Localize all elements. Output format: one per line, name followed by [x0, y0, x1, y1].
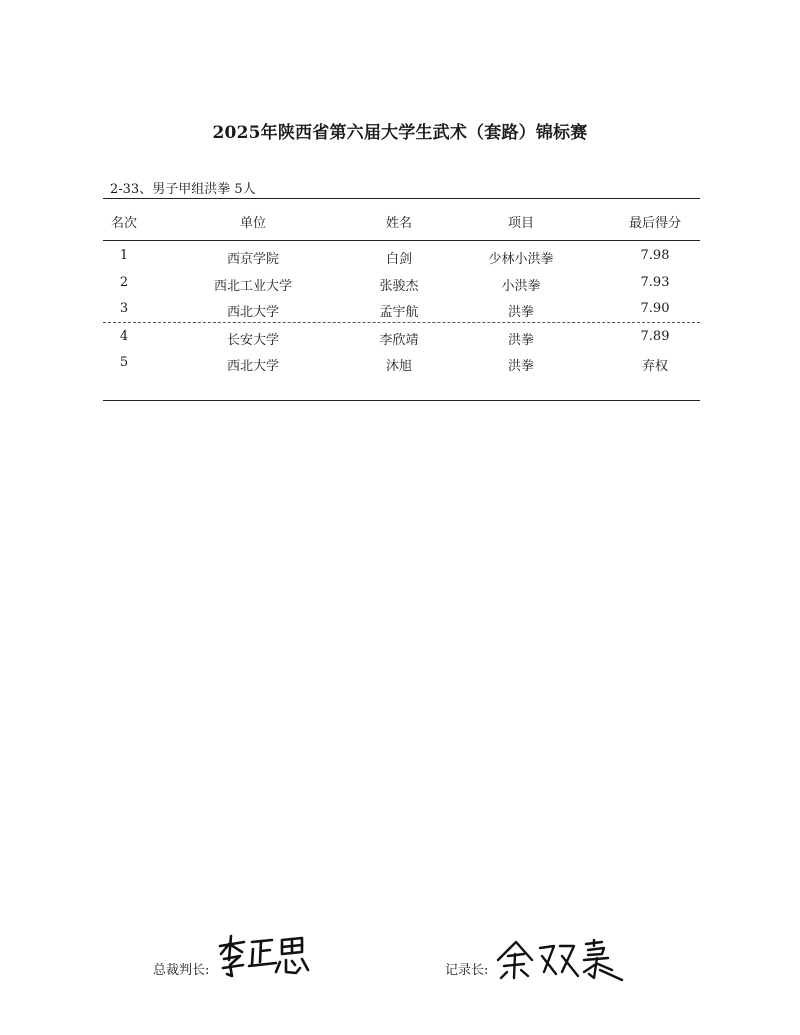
- table-row: [103, 301, 700, 321]
- cell-name: 白剑: [385, 252, 412, 267]
- cell-score: 7.90: [640, 301, 670, 316]
- table-row: [103, 275, 700, 295]
- cell-name: 张骏杰: [379, 279, 419, 294]
- header-item: 项目: [507, 216, 534, 231]
- table-top-rule: [103, 198, 700, 199]
- cell-item: 洪拳: [507, 359, 534, 374]
- cell-rank: 4: [119, 329, 129, 344]
- cell-name: 沐旭: [385, 359, 412, 374]
- table-row: [103, 248, 700, 268]
- table-row: [103, 355, 700, 375]
- header-name: 姓名: [385, 216, 412, 231]
- cell-rank: 3: [119, 301, 129, 316]
- cell-rank: 1: [119, 248, 129, 263]
- cell-score: 7.98: [640, 248, 670, 263]
- table-header: [103, 212, 700, 232]
- cell-item: 洪拳: [507, 305, 534, 320]
- cell-rank: 2: [119, 275, 129, 290]
- chief-judge-label: 总裁判长:: [153, 963, 210, 978]
- event-label: 2-33、男子甲组洪拳 5人: [110, 182, 256, 197]
- cell-score: 7.89: [640, 329, 670, 344]
- cell-item: 洪拳: [507, 333, 534, 348]
- qualification-cutoff-line: [103, 322, 700, 323]
- cell-item: 少林小洪拳: [488, 252, 554, 267]
- cell-score: 7.93: [640, 275, 670, 290]
- header-rank: 名次: [110, 216, 137, 231]
- table-header-rule: [103, 240, 700, 241]
- cell-name: 李欣靖: [379, 333, 419, 348]
- document-title: 2025年陕西省第六届大学生武术（套路）锦标赛: [212, 123, 588, 143]
- cell-unit: 长安大学: [226, 333, 279, 348]
- table-bottom-rule: [103, 400, 700, 401]
- recorder-signature: [494, 934, 632, 984]
- cell-score: 弃权: [641, 359, 668, 374]
- recorder-label: 记录长:: [445, 963, 489, 978]
- cell-unit: 西北工业大学: [213, 279, 292, 294]
- table-row: [103, 329, 700, 349]
- cell-unit: 西京学院: [226, 252, 279, 267]
- cell-item: 小洪拳: [501, 279, 541, 294]
- header-score: 最后得分: [628, 216, 681, 231]
- cell-unit: 西北大学: [226, 359, 279, 374]
- cell-unit: 西北大学: [226, 305, 279, 320]
- chief-judge-signature: [216, 932, 312, 980]
- header-unit: 单位: [239, 216, 266, 231]
- cell-rank: 5: [119, 355, 129, 370]
- cell-name: 孟宇航: [379, 305, 419, 320]
